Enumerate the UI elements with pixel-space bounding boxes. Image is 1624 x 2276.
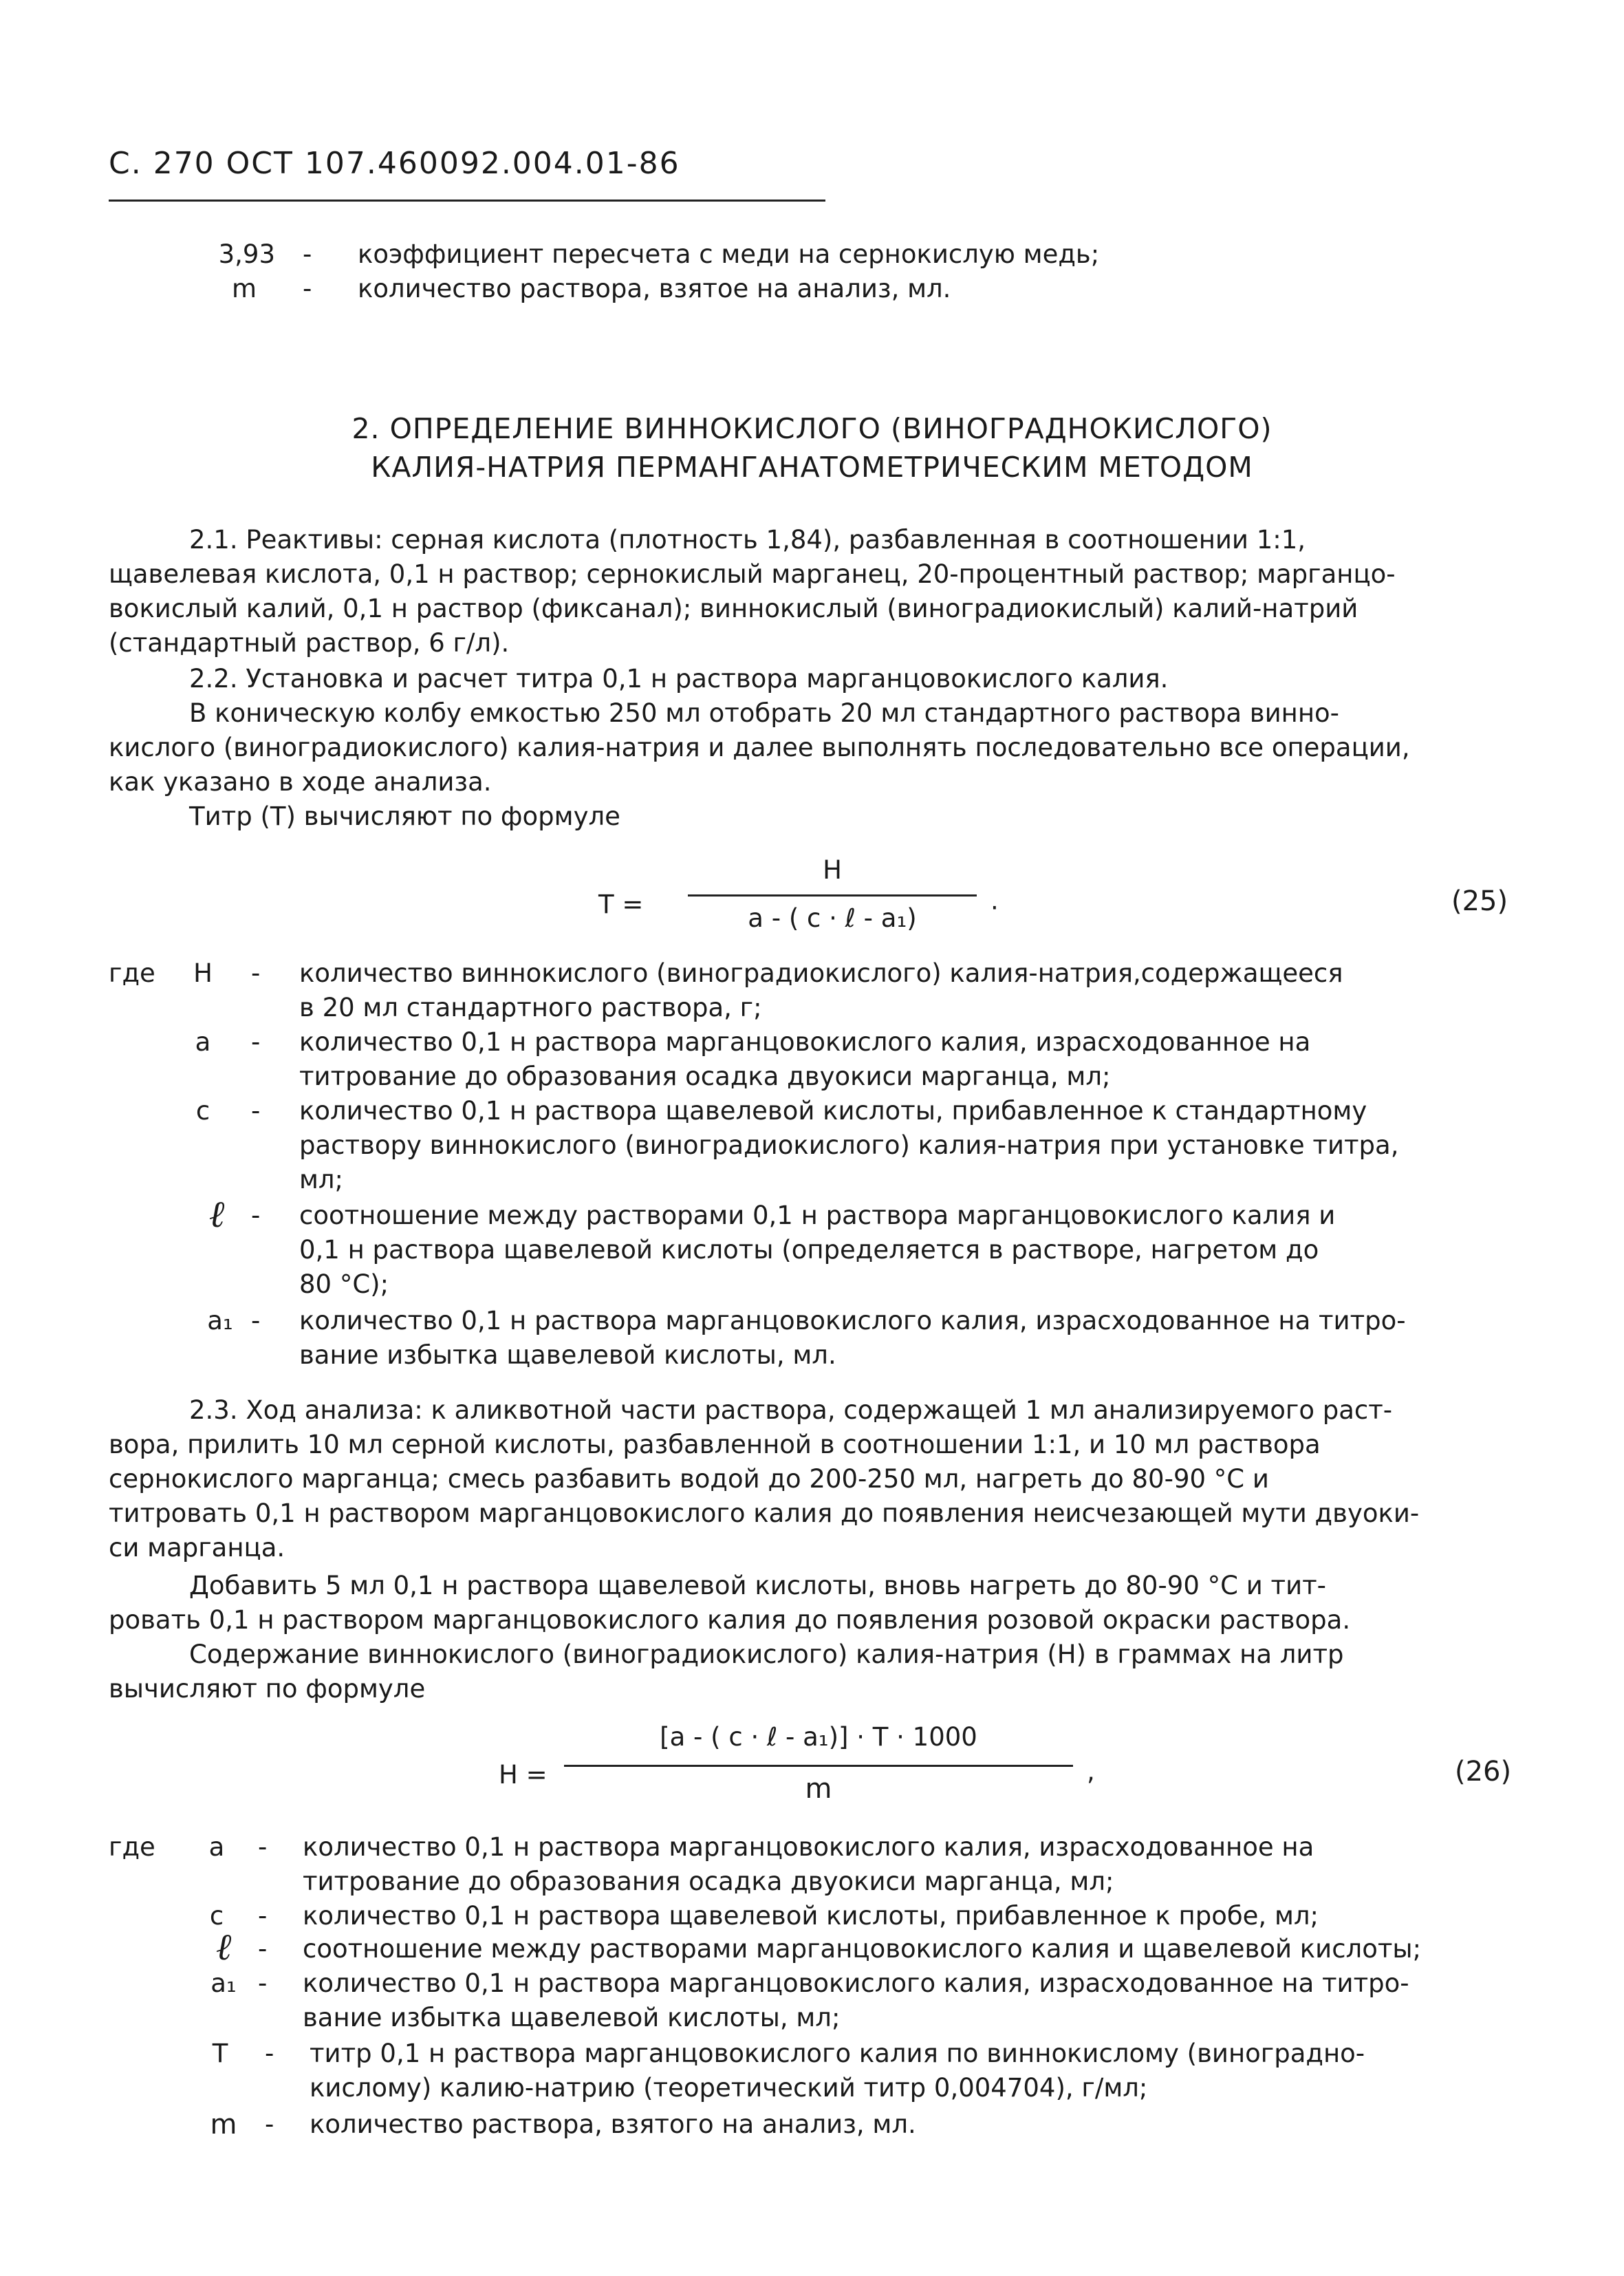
- def-dash: -: [251, 1201, 261, 1230]
- formula-26-fraction-bar: [564, 1765, 1073, 1767]
- def-text-line: количество 0,1 н раствора марганцовокислого калия, израсходованное на титро-: [299, 1306, 1406, 1335]
- paragraph-2-3-line: 2.3. Ход анализа: к аликвотной части раствора, содержащей 1 мл анализируемого раст-: [189, 1395, 1393, 1425]
- paragraph-2-1-line: (стандартный раствор, 6 г/л).: [109, 628, 510, 658]
- page-header: С. 270 ОСТ 107.460092.004.01-86: [109, 146, 680, 181]
- formula-26-number: (26): [1455, 1756, 1512, 1787]
- def-text-line: кислому) калию-натрию (теоретический титр 0,004704), г/мл;: [310, 2073, 1148, 2103]
- paragraph-add-line: ровать 0,1 н раствором марганцовокислого калия до появления розовой окраски раствора.: [109, 1605, 1351, 1635]
- def-text-line: количество 0,1 н раствора марганцовокислого калия, израсходованное на: [299, 1027, 1311, 1057]
- def-symbol: 3,93: [218, 239, 275, 269]
- paragraph-2-3-line: титровать 0,1 н раствором марганцовокислого калия до появления неисчезающей мути двуоки-: [109, 1499, 1420, 1528]
- def-text-line: мл;: [299, 1165, 344, 1194]
- def-symbol: а₁: [207, 1306, 233, 1335]
- def-symbol: m: [210, 2109, 237, 2140]
- def-text: коэффициент пересчета с меди на сернокислую медь;: [358, 239, 1100, 269]
- formula-25-number: (25): [1451, 885, 1508, 917]
- def-text-line: соотношение между растворами 0,1 н раствора марганцовокислого калия и: [299, 1201, 1336, 1230]
- def-text-line: количество виннокислого (виноградиокислого) калия-натрия,содержащееся: [299, 958, 1343, 988]
- def-symbol: а: [195, 1027, 211, 1057]
- formula-26-denominator: m: [805, 1773, 832, 1805]
- def-dash: -: [258, 1832, 268, 1862]
- where-label: где: [109, 958, 155, 988]
- section-title-line2: КАЛИЯ-НАТРИЯ ПЕРМАНГАНАТОМЕТРИЧЕСКИМ МЕТОДОМ: [371, 451, 1253, 484]
- def-text-line: количество 0,1 н раствора марганцовокислого калия, израсходованное на: [303, 1832, 1314, 1862]
- def-dash: -: [251, 958, 261, 988]
- paragraph-content-line: Содержание виннокислого (виноградиокислого) калия-натрия (Н) в граммах на литр: [189, 1640, 1344, 1669]
- def-dash: -: [258, 1934, 268, 1964]
- def-text-line: титр 0,1 н раствора марганцовокислого калия по виннокислому (виноградно-: [310, 2039, 1365, 2068]
- paragraph-2-2b-line: В коническую колбу емкостью 250 мл отобрать 20 мл стандартного раствора винно-: [189, 698, 1340, 728]
- def-dash: -: [265, 2109, 274, 2139]
- def-text-line: 0,1 н раствора щавелевой кислоты (определяется в растворе, нагретом до: [299, 1235, 1319, 1265]
- def-symbol: ℓ: [215, 1925, 232, 1968]
- def-text-line: в 20 мл стандартного раствора, г;: [299, 993, 762, 1022]
- def-text-line: 80 °С);: [299, 1269, 389, 1299]
- def-symbol: ℓ: [208, 1192, 225, 1236]
- formula-26-lhs: Н =: [499, 1760, 548, 1790]
- formula-25-tail: ·: [990, 893, 999, 923]
- formula-26-tail: ,: [1087, 1757, 1095, 1786]
- def-text-line: вание избытка щавелевой кислоты, мл.: [299, 1340, 836, 1370]
- paragraph-2-1-line: щавелевая кислота, 0,1 н раствор; сернокислый марганец, 20-процентный раствор; марганцо-: [109, 559, 1396, 589]
- def-text-line: количество раствора, взятого на анализ, мл.: [310, 2109, 916, 2139]
- paragraph-2-1-line: вокислый калий, 0,1 н раствор (фиксанал); виннокислый (виноградиокислый) калий-натрий: [109, 594, 1358, 623]
- def-symbol: а₁: [210, 1968, 237, 1998]
- formula-25-fraction-bar: [688, 894, 977, 897]
- def-dash: -: [258, 1901, 268, 1931]
- paragraph-2-3-line: си марганца.: [109, 1533, 285, 1563]
- formula-25-numerator: Н: [823, 855, 842, 885]
- def-symbol: с: [209, 1901, 224, 1931]
- paragraph-content-line: вычисляют по формуле: [109, 1674, 426, 1704]
- def-dash: -: [258, 1968, 268, 1998]
- where-label: где: [109, 1832, 155, 1862]
- def-symbol: а: [208, 1832, 225, 1862]
- paragraph-2-1-line: 2.1. Реактивы: серная кислота (плотность 1,84), разбавленная в соотношении 1:1,: [189, 525, 1306, 555]
- def-text-line: вание избытка щавелевой кислоты, мл;: [303, 2003, 841, 2032]
- paragraph-add-line: Добавить 5 мл 0,1 н раствора щавелевой кислоты, вновь нагреть до 80-90 °С и тит-: [189, 1571, 1327, 1600]
- def-text-line: количество 0,1 н раствора марганцовокислого калия, израсходованное на титро-: [303, 1968, 1409, 1998]
- def-dash: -: [303, 274, 312, 303]
- paragraph-2-3-line: сернокислого марганца; смесь разбавить водой до 200-250 мл, нагреть до 80-90 °С и: [109, 1464, 1269, 1494]
- formula-25-lhs: Т =: [598, 890, 644, 919]
- def-dash: -: [251, 1306, 261, 1335]
- def-symbol: Т: [212, 2039, 228, 2068]
- def-symbol: m: [231, 274, 257, 303]
- paragraph-2-2: 2.2. Установка и расчет титра 0,1 н раствора марганцовокислого калия.: [189, 664, 1169, 694]
- def-text-line: количество 0,1 н раствора щавелевой кислоты, прибавленное к пробе, мл;: [303, 1901, 1319, 1931]
- paragraph-2-2b-line: как указано в ходе анализа.: [109, 767, 492, 797]
- def-text-line: соотношение между растворами марганцовокислого калия и щавелевой кислоты;: [303, 1934, 1422, 1964]
- def-dash: -: [251, 1027, 261, 1057]
- formula-25-denominator: а - ( с · ℓ - а₁): [748, 903, 917, 933]
- def-symbol: с: [195, 1096, 210, 1126]
- section-title-line1: 2. ОПРЕДЕЛЕНИЕ ВИННОКИСЛОГО (ВИНОГРАДНОКИСЛОГО): [351, 412, 1273, 445]
- def-text-line: титрование до образования осадка двуокиси марганца, мл;: [299, 1062, 1111, 1091]
- def-symbol: Н: [193, 958, 213, 988]
- def-text-line: раствору виннокислого (виноградиокислого) калия-натрия при установке титра,: [299, 1130, 1399, 1160]
- titr-intro: Титр (Т) вычисляют по формуле: [189, 802, 620, 831]
- header-rule: [109, 200, 825, 202]
- def-dash: -: [265, 2039, 274, 2068]
- def-dash: -: [303, 239, 312, 269]
- def-dash: -: [251, 1096, 261, 1126]
- def-text: количество раствора, взятое на анализ, мл.: [358, 274, 951, 303]
- def-text-line: количество 0,1 н раствора щавелевой кислоты, прибавленное к стандартному: [299, 1096, 1367, 1126]
- paragraph-2-2b-line: кислого (виноградиокислого) калия-натрия и далее выполнять последовательно все операции,: [109, 733, 1410, 762]
- paragraph-2-3-line: вора, прилить 10 мл серной кислоты, разбавленной в соотношении 1:1, и 10 мл раствора: [109, 1430, 1321, 1459]
- formula-26-numerator: [а - ( с · ℓ - а₁)] · Т · 1000: [660, 1722, 977, 1752]
- def-text-line: титрование до образования осадка двуокиси марганца, мл;: [303, 1867, 1114, 1896]
